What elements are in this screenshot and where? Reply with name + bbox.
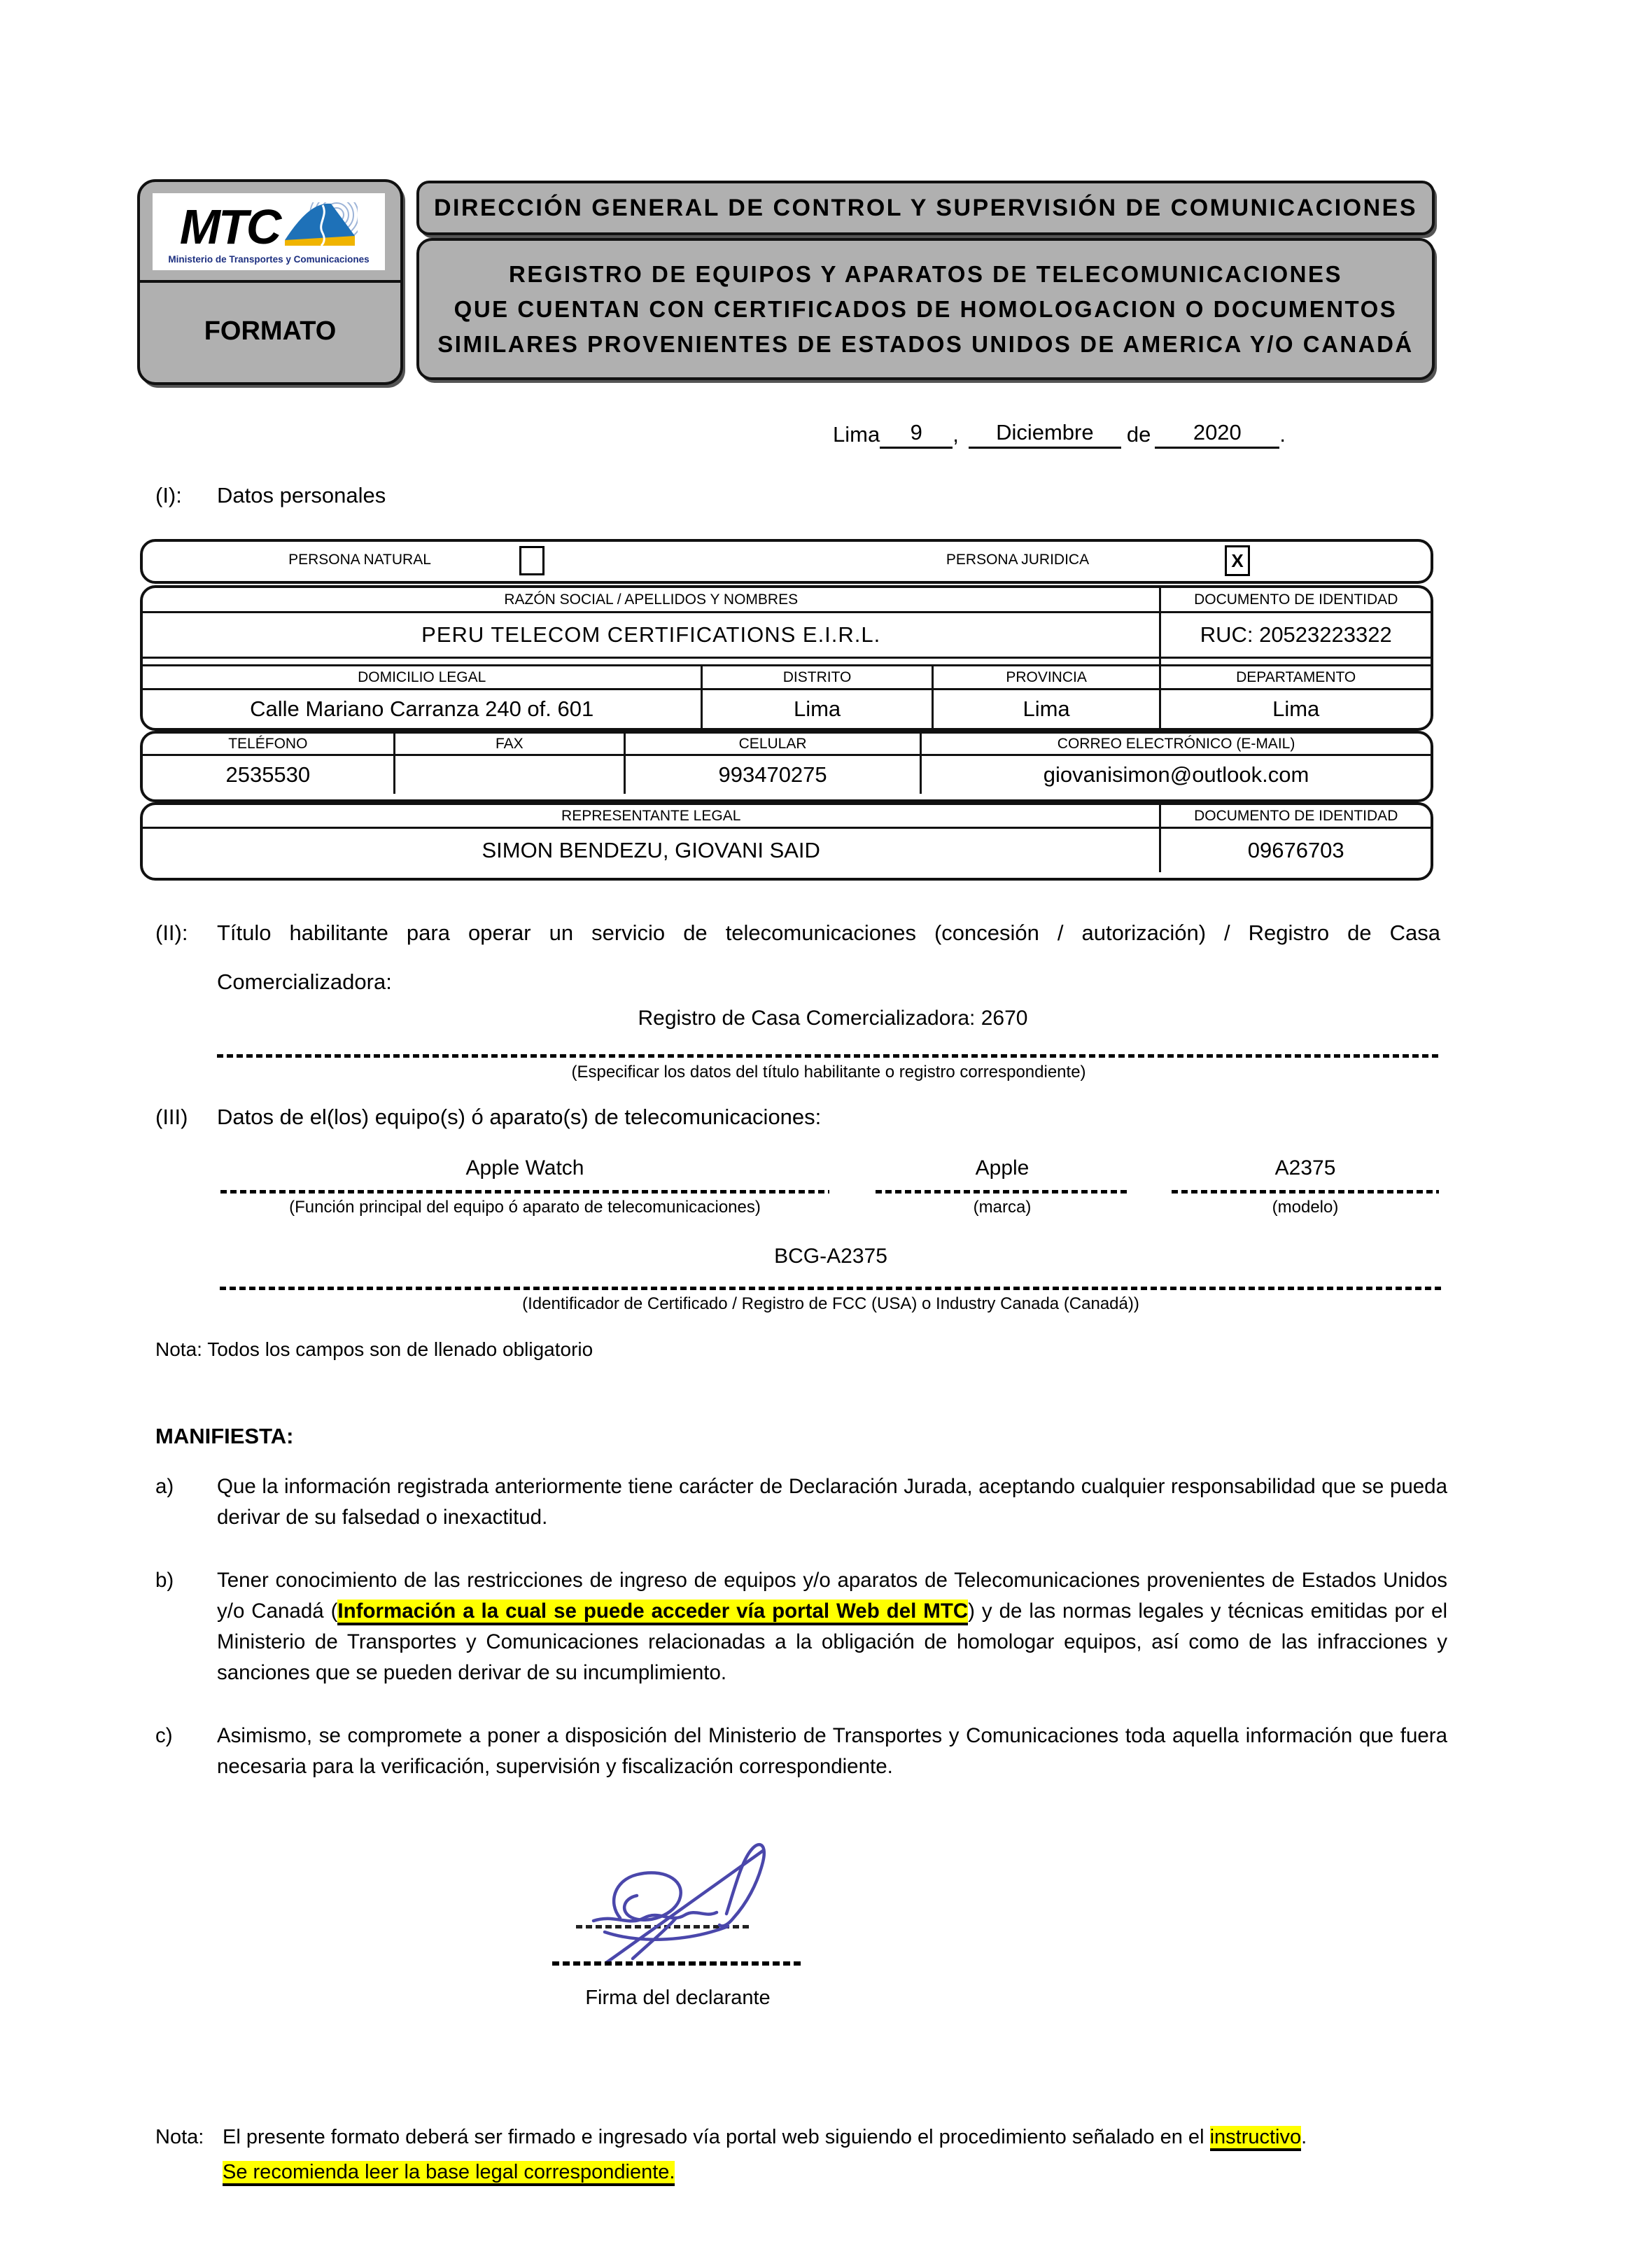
persona-natural-label: PERSONA NATURAL <box>288 552 431 568</box>
table-header-row <box>143 588 1431 613</box>
mtc-logo-graphic-icon <box>282 200 358 253</box>
bottom-note <box>155 2120 1471 2190</box>
header-title: DIRECCIÓN GENERAL DE CONTROL Y SUPERVISIÓN DE COMUNICACIONES <box>433 195 1418 221</box>
table-value-row <box>143 613 1431 657</box>
celular-header: CELULAR <box>626 734 922 756</box>
representante-header: REPRESENTANTE LEGAL <box>143 805 1161 829</box>
header-subtitle-line2: QUE CUENTAN CON CERTIFICADOS DE HOMOLOGACION O DOCUMENTOS <box>454 295 1398 322</box>
section-1-heading <box>155 483 386 508</box>
item-b-text <box>217 1565 1447 1688</box>
manifiesta-item-b <box>155 1565 1447 1688</box>
section-3-number: (III) <box>155 1105 188 1129</box>
table-header-row <box>143 734 1431 756</box>
funcion-value: Apple Watch <box>465 1156 584 1180</box>
mtc-logo-box <box>137 179 403 385</box>
item-b-highlight: Información a la cual se puede acceder vía portal Web del MTC <box>337 1600 968 1625</box>
departamento-header: DEPARTAMENTO <box>1161 666 1431 690</box>
razon-social-header: RAZÓN SOCIAL / APELLIDOS Y NOMBRES <box>143 588 1161 613</box>
certificado-field <box>220 1245 1442 1314</box>
signature-line <box>552 1961 803 1966</box>
item-a-label: a) <box>155 1475 174 1498</box>
double-divider <box>143 657 1431 666</box>
manifiesta-item-a <box>155 1471 1447 1533</box>
signature-image <box>568 1840 792 1966</box>
date-year-field: 2020 <box>1155 420 1279 449</box>
item-b-text-part1: Tener conocimiento de las restricciones de ingreso de equipos y/o aparatos de Telecomunicaciones provenientes de Estados Unidos y/o Canadá ( <box>217 1569 1447 1623</box>
mtc-logo <box>153 193 385 270</box>
item-b-text-part2: ) y de las normas legales y técnicas emitidas por el Ministerio de Transportes y Comunicaciones relacionadas a la obligación de homologar equipos, así como de las infracciones y sanciones que se pueden derivar de su incumplimiento. <box>217 1600 1448 1684</box>
celular-value: 993470275 <box>626 756 922 794</box>
contact-table <box>140 731 1433 802</box>
section-3-title: Datos de el(los) equipo(s) ó aparato(s) de telecomunicaciones: <box>217 1105 822 1129</box>
fill-line <box>220 1190 829 1194</box>
section-1-title: Datos personales <box>217 483 386 507</box>
certificado-caption: (Identificador de Certificado / Registro de FCC (USA) o Industry Canada (Canadá)) <box>522 1294 1139 1313</box>
fill-line <box>1172 1190 1439 1194</box>
table-value-row <box>143 756 1431 794</box>
section-1-number: (I): <box>155 483 182 507</box>
signature-caption: Firma del declarante <box>585 1987 771 2009</box>
correo-value: giovanisimon@outlook.com <box>1043 762 1309 787</box>
date-line <box>833 420 1286 449</box>
bottom-note-highlight-recomienda: Se recomienda leer la base legal correspondiente. <box>223 2161 675 2186</box>
marca-value: Apple <box>975 1156 1030 1180</box>
item-c-label: c) <box>155 1724 173 1747</box>
persona-type-box <box>140 539 1433 584</box>
registro-caption: (Especificar los datos del título habilitante o registro correspondiente) <box>571 1063 1086 1082</box>
mtc-logo-text: MTC <box>179 199 280 254</box>
persona-natural-checkbox <box>519 546 545 575</box>
registro-casa-value: Registro de Casa Comercializadora: 2670 <box>638 1007 1028 1030</box>
doc-identidad2-value: 09676703 <box>1247 838 1344 862</box>
header-title-box <box>416 181 1435 235</box>
telefono-header: TELÉFONO <box>143 734 395 756</box>
item-c-text: Asimismo, se compromete a poner a disposición del Ministerio de Transportes y Comunicaciones toda aquella información que fuera necesaria para la verificación, supervisión y fiscalización correspondiente. <box>217 1724 1447 1778</box>
date-month-field: Diciembre <box>969 420 1121 449</box>
table-value-row <box>143 690 1431 728</box>
domicilio-header: DOMICILIO LEGAL <box>143 666 703 690</box>
modelo-value: A2375 <box>1274 1156 1336 1180</box>
formato-label: FORMATO <box>204 316 337 346</box>
funcion-caption: (Función principal del equipo ó aparato de telecomunicaciones) <box>289 1198 761 1217</box>
manifiesta-item-c <box>155 1721 1447 1782</box>
funcion-field <box>220 1156 829 1217</box>
checkbox-x-mark: X <box>1231 550 1244 571</box>
fill-line <box>217 1054 1440 1058</box>
doc-identidad-value: RUC: 20523223322 <box>1200 622 1392 647</box>
distrito-header: DISTRITO <box>703 666 933 690</box>
fill-line <box>220 1287 1442 1290</box>
doc-identidad-header: DOCUMENTO DE IDENTIDAD <box>1161 588 1431 613</box>
marca-field <box>876 1156 1129 1217</box>
table-value-row <box>143 829 1431 872</box>
provincia-header: PROVINCIA <box>934 666 1162 690</box>
distrito-value: Lima <box>703 690 933 728</box>
date-day-field: 9 <box>880 420 953 449</box>
marca-caption: (marca) <box>973 1198 1032 1217</box>
correo-header: CORREO ELECTRÓNICO (E-MAIL) <box>922 734 1431 756</box>
manifiesta-title: MANIFIESTA: <box>155 1424 294 1448</box>
representante-value: SIMON BENDEZU, GIOVANI SAID <box>143 829 1161 872</box>
bottom-note-text <box>223 2120 1471 2190</box>
table-header-row <box>143 805 1431 829</box>
mtc-logo-subtitle: Ministerio de Transportes y Comunicaciones <box>168 253 370 265</box>
bottom-note-label: Nota: <box>155 2126 204 2148</box>
section-2 <box>155 909 1440 1007</box>
persona-juridica-checkbox <box>1225 545 1250 576</box>
header-subtitle-line3: SIMILARES PROVENIENTES DE ESTADOS UNIDOS DE AMERICA Y/O CANADÁ <box>437 330 1414 357</box>
header-subtitle-line1: REGISTRO DE EQUIPOS Y APARATOS DE TELECOMUNICACIONES <box>508 260 1343 287</box>
certificado-value: BCG-A2375 <box>774 1245 887 1268</box>
fill-line <box>876 1190 1129 1194</box>
identity-table <box>140 585 1433 731</box>
representative-table <box>140 802 1433 881</box>
date-period: . <box>1279 422 1286 447</box>
table-header-row <box>143 666 1431 690</box>
header-subtitle-box <box>416 238 1435 380</box>
bottom-note-period: . <box>1301 2126 1307 2148</box>
doc-identidad2-header: DOCUMENTO DE IDENTIDAD <box>1161 805 1431 829</box>
persona-juridica-label: PERSONA JURIDICA <box>946 552 1090 568</box>
modelo-caption: (modelo) <box>1272 1198 1339 1217</box>
date-de: de <box>1126 422 1151 447</box>
mid-note: Nota: Todos los campos son de llenado obligatorio <box>155 1338 593 1360</box>
fax-value <box>395 756 626 794</box>
bottom-note-highlight-instructivo: instructivo <box>1210 2126 1302 2151</box>
date-city: Lima <box>833 422 880 447</box>
provincia-value: Lima <box>934 690 1162 728</box>
razon-social-value: PERU TELECOM CERTIFICATIONS E.I.R.L. <box>143 613 1161 657</box>
item-b-label: b) <box>155 1569 174 1592</box>
item-a-text: Que la información registrada anteriormente tiene carácter de Declaración Jurada, aceptando cualquier responsabilidad que se pueda derivar de su falsedad o inexactitud. <box>217 1475 1447 1529</box>
date-comma: , <box>953 422 959 447</box>
section-3-heading <box>155 1105 821 1130</box>
modelo-field <box>1172 1156 1439 1217</box>
bottom-note-part1: El presente formato deberá ser firmado e ingresado vía portal web siguiendo el procedimiento señalado en el <box>223 2126 1210 2148</box>
departamento-value: Lima <box>1272 696 1320 721</box>
section-2-number: (II): <box>155 920 188 945</box>
domicilio-value: Calle Mariano Carranza 240 of. 601 <box>143 690 703 728</box>
section-2-text: Título habilitante para operar un servicio de telecomunicaciones (concesión / autorización) / Registro de Casa Comercializadora: <box>217 920 1440 994</box>
telefono-value: 2535530 <box>143 756 395 794</box>
fax-header: FAX <box>395 734 626 756</box>
